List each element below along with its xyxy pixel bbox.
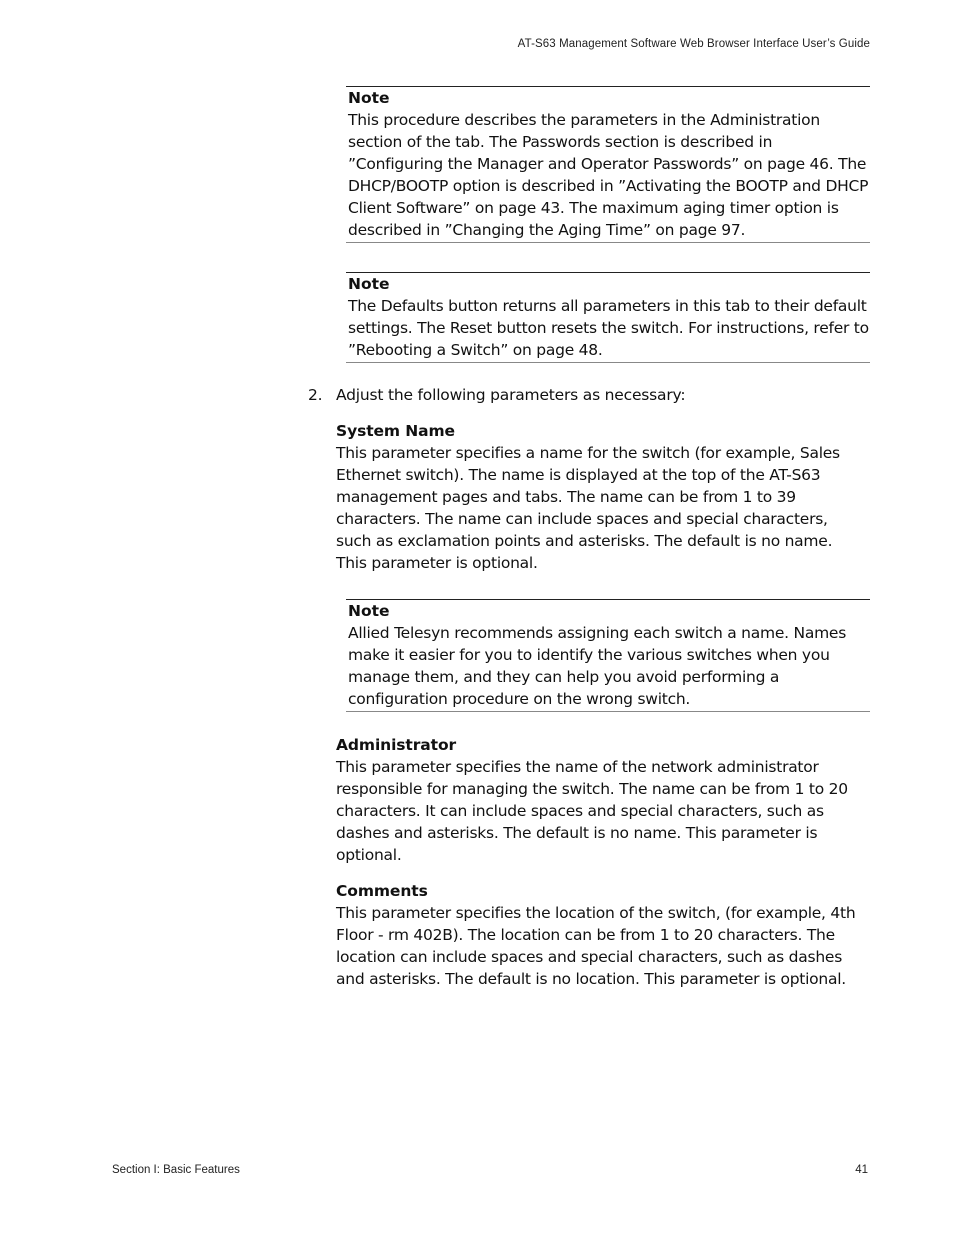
note-title: Note	[348, 275, 390, 293]
note-title: Note	[348, 602, 390, 620]
param-system-name	[336, 420, 856, 574]
param-comments	[336, 880, 856, 990]
note-body: Allied Telesyn recommends assigning each switch a name. Names make it easier for you to identify the various switches when you manage them, and they can help you avoid performing a configuration procedure on the wrong switch.	[348, 624, 847, 708]
note-body: This procedure describes the parameters in the Administration section of the tab. The Passwords section is described in ”Configuring the Manager and Operator Passwords” on page 46. The DHCP/BOOTP option is described in ”Activating the BOOTP and DHCP Client Software” on page 43. The maximum aging timer option is described in ”Changing the Aging Time” on page 97.	[348, 111, 869, 239]
param-administrator	[336, 734, 856, 866]
param-body: This parameter specifies the location of the switch, (for example, 4th Floor - rm 402B). The location can be from 1 to 20 characters. The location can include spaces and special characters, such as dashes and asterisks. The default is no location. This parameter is optional.	[336, 904, 856, 988]
param-body: This parameter specifies a name for the switch (for example, Sales Ethernet switch). The name is displayed at the top of the AT-S63 management pages and tabs. The name can be from 1 to 39 characters. The name can include spaces and special characters, such as exclamation points and asterisks. The default is no name. This parameter is optional.	[336, 444, 840, 572]
note-box-defaults	[346, 272, 870, 363]
note-title: Note	[348, 89, 390, 107]
running-header: AT-S63 Management Software Web Browser Interface User’s Guide	[517, 38, 870, 50]
page-number: 41	[855, 1164, 868, 1176]
note-body: The Defaults button returns all parameters in this tab to their default settings. The Reset button resets the switch. For instructions, refer to ”Rebooting a Switch” on page 48.	[348, 297, 869, 359]
param-title: Comments	[336, 882, 428, 900]
param-title: System Name	[336, 422, 455, 440]
param-title: Administrator	[336, 736, 457, 754]
step-item	[308, 384, 685, 406]
footer-section: Section I: Basic Features	[112, 1164, 240, 1176]
note-box-naming	[346, 599, 870, 712]
step-number: 2.	[308, 386, 323, 404]
step-text: Adjust the following parameters as necessary:	[336, 386, 686, 404]
param-body: This parameter specifies the name of the network administrator responsible for managing the switch. The name can be from 1 to 20 characters. It can include spaces and special characters, such as dashes and asterisks. The default is no name. This parameter is optional.	[336, 758, 848, 864]
note-box-procedure	[346, 86, 870, 243]
